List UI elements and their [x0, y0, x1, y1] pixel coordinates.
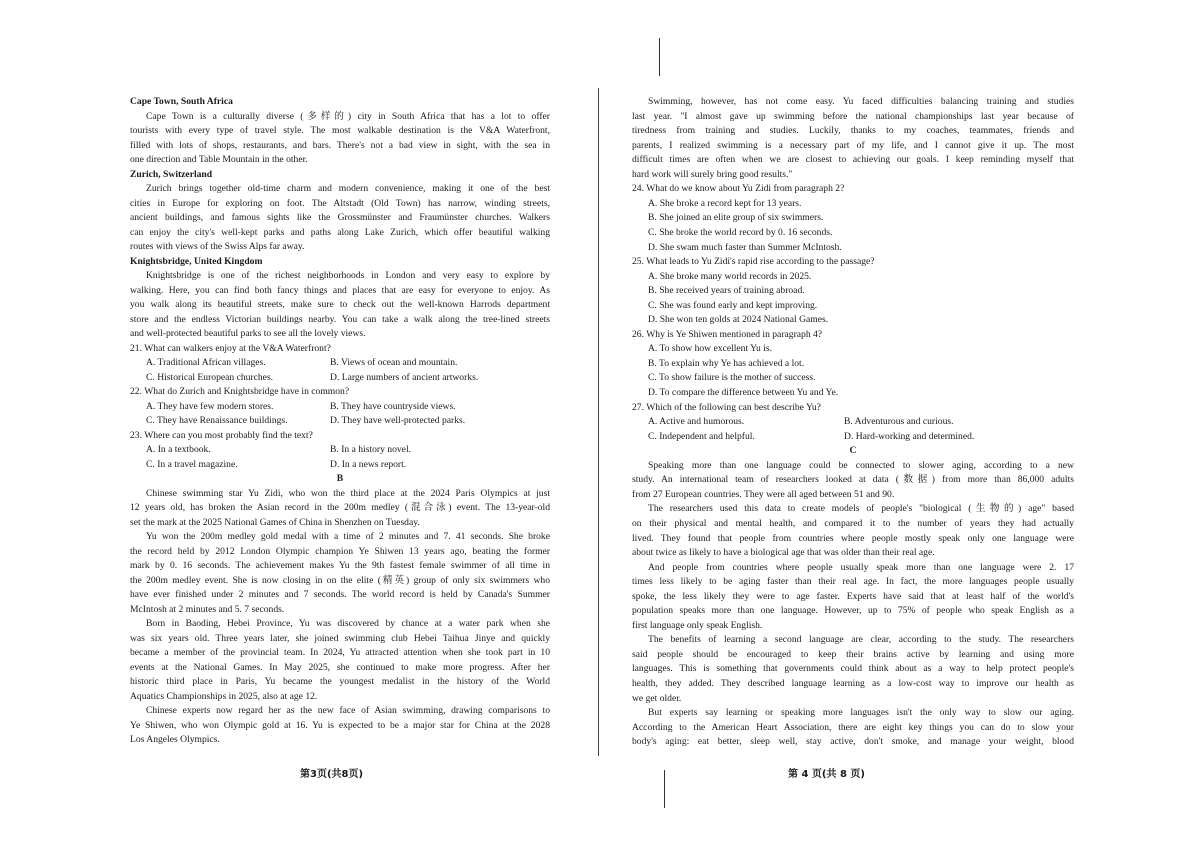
text-line: set the mark at the 2025 National Games of China in Shenzhen on Tuesday.: [130, 516, 420, 528]
scan-mark-top: [659, 38, 660, 76]
text-line: 27. Which of the following can best describe Yu?: [632, 401, 821, 413]
text-line: Born in Baoding, Hebei Province, Yu was discovered by chance at a water park when she: [146, 618, 550, 629]
section-heading: Zurich, Switzerland: [130, 168, 213, 180]
text-line: from 27 European countries. They were all aged between 51 and 90.: [632, 488, 895, 500]
option-b: B. They have countryside views.: [330, 400, 456, 412]
text-line: B. She joined an elite group of six swimmers.: [648, 212, 824, 224]
option-b: D. They have well-protected parks.: [330, 415, 466, 426]
text-line: spoke, the less likely they were to age faster. Experts have said that at least half of the world's: [632, 590, 1074, 602]
text-line: D. She won ten golds at 2024 National Games.: [648, 314, 829, 326]
text-line: can enjoy the city's well-kept parks and paths along Lake Zurich, which offer beautiful walking: [130, 226, 550, 238]
text-line: A. To show how excellent Yu is.: [648, 343, 773, 355]
text-line: last year. "I almost gave up swimming before the national championships last year because of: [632, 110, 1074, 122]
text-line: 12 years old, has broken the Asian record in the 200m medley (混合泳) event. The 13-year-old: [130, 502, 550, 513]
text-line: said people should be encouraged to keep their brains active by learning and using more: [632, 648, 1074, 660]
text-line: lived. They found that people from countries where people mostly speak only one language were: [632, 532, 1074, 544]
text-line: But experts say learning or speaking more languages isn't the only way to slow our aging.: [648, 707, 1074, 719]
text-line: store and the endless Victorian buildings nearby. You can take a walk along the tree-lined streets: [130, 313, 550, 325]
option-a: C. They have Renaissance buildings.: [146, 415, 288, 426]
text-line: we get older.: [632, 692, 682, 704]
text-line: And people from countries where people usually speak more than one language were 2. 17: [648, 561, 1074, 573]
text-line: Chinese experts now regard her as the new face of Asian swimming, drawing comparisons to: [146, 705, 550, 716]
text-line: one direction and Table Mountain in the other.: [130, 154, 308, 165]
text-line: C. She broke the world record by 0. 16 seconds.: [648, 226, 833, 238]
text-line: C. To show failure is the mother of success.: [648, 372, 816, 384]
option-b: B. Views of ocean and mountain.: [330, 357, 458, 368]
text-line: parents, I realized swimming is a necessary part of my life, and I cannot give it up. The most: [632, 139, 1074, 151]
section-heading: Knightsbridge, United Kingdom: [130, 255, 263, 267]
text-line: 22. What do Zurich and Knightsbridge have in common?: [130, 386, 350, 397]
option-b: D. Large numbers of ancient artworks.: [330, 371, 479, 383]
text-line: Los Angeles Olympics.: [130, 734, 220, 745]
text-line: study. An international team of researchers looked at data (数据) from more than 86,000 adults: [632, 474, 1074, 486]
text-line: 24. What do we know about Yu Zidi from paragraph 2?: [632, 183, 845, 195]
option-a: A. They have few modern stores.: [146, 400, 274, 412]
text-line: 23. Where can you most probably find the text?: [130, 429, 313, 441]
text-line: about twice as likely to have a biological age that was older than their real age.: [632, 547, 935, 559]
text-line: 25. What leads to Yu Zidi's rapid rise according to the passage?: [632, 256, 875, 268]
text-line: ancient buildings, and famous sights like the Grossmünster and Fraumünster churches. Walkers: [130, 212, 550, 223]
scan-mark-bottom: [664, 770, 665, 808]
text-line: Yu won the 200m medley gold medal with a time of 2 minutes and 7. 41 seconds. She broke: [146, 531, 550, 542]
text-line: D. She swam much faster than Summer McIntosh.: [648, 241, 842, 253]
option-a: A. Traditional African villages.: [146, 357, 266, 368]
text-line: B. She received years of training abroad.: [648, 285, 805, 297]
text-line: filled with lots of shops, restaurants, and bars. There's not a bad view in sight, with the sea in: [130, 139, 550, 151]
text-line: languages. This is something that governments could think about as a way to help protect people's: [632, 663, 1074, 675]
part-label: C: [849, 445, 857, 457]
text-line: and well-protected beautiful parks to see all the lovely views.: [130, 328, 366, 339]
text-line: walking. Here, you can find both fancy things and places that are easy for everyone to enjoy. As: [130, 284, 550, 296]
text-line: 21. What can walkers enjoy at the V&A Waterfront?: [130, 342, 331, 354]
text-line: McIntosh at 2 minutes and 5. 7 seconds.: [130, 603, 285, 615]
text-line: Cape Town is a culturally diverse (多样的) city in South Africa that has a lot to offer: [146, 110, 550, 122]
text-line: cities in Europe for exploring on foot. The Altstadt (Old Town) has narrow, winding streets,: [130, 197, 550, 209]
text-line: have ever finished under 2 minutes and 7 seconds. The world record is held by Canada's Summer: [130, 589, 550, 600]
option-a: A. Active and humorous.: [648, 416, 745, 428]
text-line: Chinese swimming star Yu Zidi, who won the third place at the 2024 Paris Olympics at just: [146, 487, 550, 499]
text-line: Knightsbridge is one of the richest neighborhoods in London and very easy to explore by: [146, 270, 550, 281]
option-b: D. Hard-working and determined.: [844, 430, 975, 442]
text-line: A. She broke many world records in 2025.: [648, 270, 812, 282]
option-b: D. In a news report.: [330, 458, 407, 470]
text-line: C. She was found early and kept improving.: [648, 299, 818, 311]
text-line: tourists with every type of travel style. The most walkable destination is the V&A Waterfront,: [130, 125, 550, 136]
text-line: historic third place in Paris, Yu became the youngest medalist in the history of the World: [130, 676, 550, 687]
option-a: A. In a textbook.: [146, 444, 211, 455]
text-line: B. To explain why Ye has achieved a lot.: [648, 357, 805, 369]
column-divider: [598, 88, 599, 756]
text-line: Ye Shiwen, who won Olympic gold at 16. Yu is expected to be a major star for China at the 2028: [130, 719, 550, 731]
text-line: The researchers used this data to create models of people's "biological (生物的) age" based: [648, 503, 1074, 515]
text-line: Aquatics Championships in 2025, also at age 12.: [130, 690, 318, 702]
text-line: 26. Why is Ye Shiwen mentioned in paragraph 4?: [632, 328, 823, 340]
text-line: the 200m medley event. She is now closing in on the elite (精英) group of only six swimmers who: [130, 574, 550, 586]
option-a: C. Historical European churches.: [146, 371, 274, 383]
text-line: events at the National Games. In May 2025, she continued to make more progress. After her: [130, 661, 550, 673]
text-line: hard work will surely bring good results.": [632, 168, 793, 180]
right-page-footer: 第 4 页(共 8 页): [788, 769, 865, 780]
text-line: on their physical and mental health, and compared it to the number of years they had actually: [632, 517, 1074, 529]
text-line: body's aging: eat better, sleep well, stay active, don't smoke, and manage your weight, blood: [632, 736, 1074, 748]
text-line: was six years old. Three years later, she joined swimming club Hebei Taihua Jinye and quickly: [130, 632, 550, 644]
text-line: routes with views of the Swiss Alps far away.: [130, 241, 305, 252]
text-line: the record held by 2012 London Olympic champion Ye Shiwen 13 years ago, beating the former: [130, 545, 550, 557]
text-line: According to the American Heart Association, there are eight key things you can do to slow your: [632, 721, 1074, 733]
text-line: population speaks more than one language. However, up to 75% of people who speak English as a: [632, 605, 1074, 617]
text-line: health, they added. They described language learning as a low-cost way to improve our health as: [632, 678, 1074, 689]
text-line: became a member of the provincial team. In 2024, Yu attracted attention when she took part in 10: [130, 647, 550, 658]
text-line: times less likely to be aging faster than their real age. In fact, the more languages people usually: [632, 576, 1074, 588]
text-line: The benefits of learning a second language are clear, according to the study. The researchers: [648, 634, 1074, 646]
text-line: difficult times are often when we are closest to achieving our goals. I keep reminding myself that: [632, 154, 1074, 166]
part-label: B: [336, 473, 344, 484]
text-line: Zurich brings together old-time charm and modern convenience, making it one of the best: [146, 183, 550, 194]
option-a: C. Independent and helpful.: [648, 430, 755, 442]
text-line: Swimming, however, has not come easy. Yu faced difficulties balancing training and studies: [648, 96, 1074, 107]
option-b: B. In a history novel.: [330, 444, 412, 455]
text-line: first language only speak English.: [632, 619, 763, 631]
section-heading: Cape Town, South Africa: [130, 96, 233, 107]
text-line: you walk along its beautiful streets, make sure to check out the well-known Harrods department: [130, 299, 550, 310]
left-page-footer: 第3页(共8页): [300, 769, 364, 780]
option-b: B. Adventurous and curious.: [844, 416, 954, 428]
text-line: A. She broke a record kept for 13 years.: [648, 197, 802, 209]
text-line: mark by 0. 16 seconds. The achievement makes Yu the 9th fastest female swimmer of all time in: [130, 560, 550, 571]
text-line: D. To compare the difference between Yu and Ye.: [648, 387, 839, 398]
text-line: tiredness from training and studies. Luckily, thanks to my coaches, teammates, friends and: [632, 125, 1074, 137]
text-line: Speaking more than one language could be connected to slower aging, according to a new: [648, 459, 1074, 471]
option-a: C. In a travel magazine.: [146, 458, 238, 470]
